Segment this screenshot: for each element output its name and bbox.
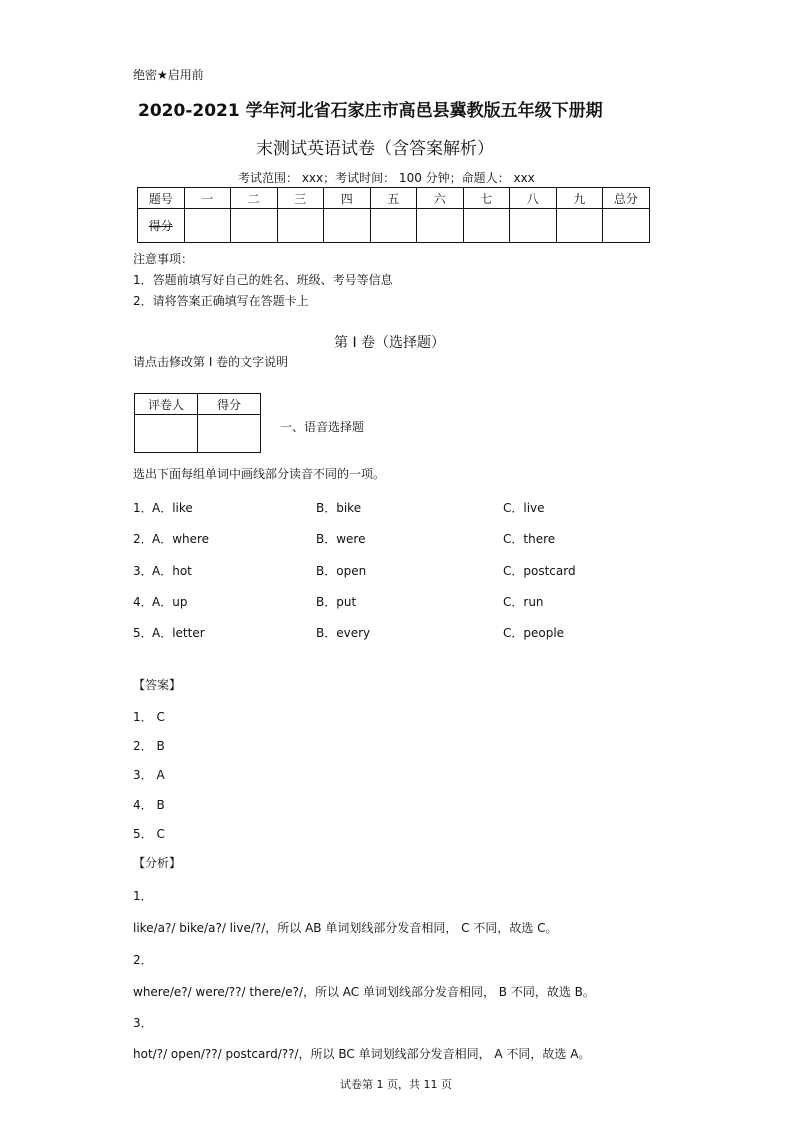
grader-label: 评卷人 xyxy=(135,394,198,415)
score-header-cell: 四 xyxy=(324,188,371,209)
score-header-cell: 一 xyxy=(184,188,231,209)
answer-item: 1． C xyxy=(133,710,165,724)
option-a: A．up xyxy=(152,595,188,609)
question-number: 1． xyxy=(133,501,153,515)
notice-title: 注意事项： xyxy=(133,252,194,266)
confidential-label: 绝密★启用前 xyxy=(133,68,204,82)
option-c: C．people xyxy=(503,626,565,640)
score-cell[interactable] xyxy=(603,209,650,243)
answer-item: 5． C xyxy=(133,827,165,841)
score-cell[interactable] xyxy=(277,209,324,243)
exam-title-line1: 2020-2021 学年河北省石家庄市高邑县冀教版五年级下册期 xyxy=(138,101,603,121)
analysis-text: hot/?/ open/??/ postcard/??/，所以 BC 单词划线部分发音相同， A 不同，故选 A。 xyxy=(133,1047,591,1061)
grader-score-label: 得分 xyxy=(198,394,261,415)
option-b: B．open xyxy=(316,564,367,578)
score-cell[interactable] xyxy=(231,209,278,243)
analysis-title: 【分析】 xyxy=(133,856,182,870)
volume-title: 第 I 卷（选择题） xyxy=(334,335,446,351)
score-table-header-row xyxy=(138,188,650,209)
grader-table xyxy=(134,393,261,453)
answer-item: 3． A xyxy=(133,768,165,782)
score-cell[interactable] xyxy=(510,209,557,243)
question-number: 4． xyxy=(133,595,153,609)
score-header-cell: 七 xyxy=(463,188,510,209)
option-c: C．live xyxy=(503,501,545,515)
score-header-cell: 二 xyxy=(231,188,278,209)
option-c: C．postcard xyxy=(503,564,576,578)
answer-title: 【答案】 xyxy=(133,678,182,692)
page-footer: 试卷第 1 页，共 11 页 xyxy=(340,1078,452,1091)
score-header-cell: 总分 xyxy=(603,188,650,209)
option-b: B．bike xyxy=(316,501,362,515)
answer-item: 4． B xyxy=(133,798,165,812)
score-cell[interactable] xyxy=(463,209,510,243)
exam-info: 考试范围： xxx；考试时间： 100 分钟；命题人： xxx xyxy=(238,171,535,185)
analysis-text: like/a?/ bike/a?/ live/?/，所以 AB 单词划线部分发音相同， C 不同，故选 C。 xyxy=(133,921,558,935)
score-table xyxy=(137,187,650,243)
option-b: B．every xyxy=(316,626,371,640)
option-a: A．hot xyxy=(152,564,192,578)
option-a: A．like xyxy=(152,501,193,515)
question-number: 3． xyxy=(133,564,153,578)
score-cell[interactable] xyxy=(324,209,371,243)
grader-score-cell[interactable] xyxy=(198,415,261,453)
option-c: C．there xyxy=(503,532,556,546)
score-header-cell: 八 xyxy=(510,188,557,209)
score-cell[interactable] xyxy=(184,209,231,243)
score-header-cell: 六 xyxy=(417,188,464,209)
score-header-cell: 五 xyxy=(370,188,417,209)
option-c: C．run xyxy=(503,595,544,609)
analysis-number: 3． xyxy=(133,1016,153,1030)
score-header-cell: 九 xyxy=(556,188,603,209)
score-cell[interactable] xyxy=(417,209,464,243)
part-title: 一、语音选择题 xyxy=(280,420,365,434)
score-table-score-row xyxy=(138,209,650,243)
score-header-cell: 题号 xyxy=(138,188,185,209)
volume-description[interactable]: 请点击修改第 I 卷的文字说明 xyxy=(133,355,289,369)
answer-item: 2． B xyxy=(133,739,165,753)
score-header-cell: 三 xyxy=(277,188,324,209)
analysis-number: 2． xyxy=(133,953,153,967)
question-number: 5． xyxy=(133,626,153,640)
option-a: A．where xyxy=(152,532,210,546)
option-b: B．put xyxy=(316,595,357,609)
notice-item: 1．答题前填写好自己的姓名、班级、考号等信息 xyxy=(133,273,393,287)
score-row-label: 得分 xyxy=(138,209,185,243)
analysis-text: where/e?/ were/??/ there/e?/，所以 AC 单词划线部分发音相同， B 不同，故选 B。 xyxy=(133,985,595,999)
score-cell[interactable] xyxy=(370,209,417,243)
score-cell[interactable] xyxy=(556,209,603,243)
analysis-number: 1． xyxy=(133,889,153,903)
option-b: B．were xyxy=(316,532,366,546)
option-a: A．letter xyxy=(152,626,205,640)
grader-name-cell[interactable] xyxy=(135,415,198,453)
question-number: 2． xyxy=(133,532,153,546)
instruction: 选出下面每组单词中画线部分读音不同的一项。 xyxy=(133,467,386,481)
notice-item: 2．请将答案正确填写在答题卡上 xyxy=(133,294,309,308)
exam-title-line2: 末测试英语试卷（含答案解析） xyxy=(256,139,494,159)
